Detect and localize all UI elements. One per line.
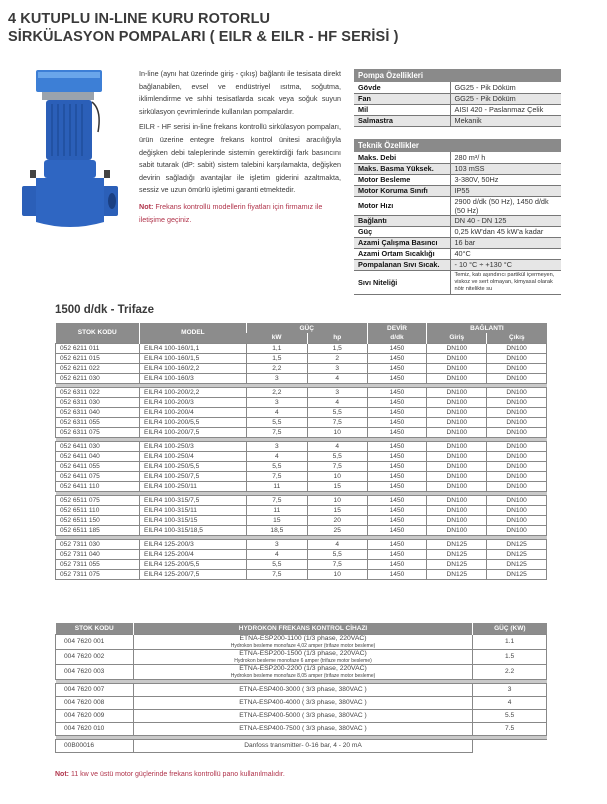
spec-value: IP55 [450,185,561,196]
cell-inlet: DN100 [427,353,487,363]
header-power: GÜÇ [246,323,367,333]
spec-key: Motor Hızı [354,196,450,215]
table-row [56,417,547,427]
cell-model: EILR4 100-250/11 [139,481,246,491]
cell-outlet: DN100 [487,397,547,407]
cell-rpm: 1450 [367,343,427,353]
cell-stock-code: 052 6311 040 [56,407,140,417]
freq-cell-code: 004 7620 003 [56,664,134,679]
technical-feature-row [354,163,561,174]
spec-key: Azami Ortam Sıcaklığı [354,248,450,259]
pump-feature-row [354,115,561,126]
cell-inlet: DN100 [427,397,487,407]
cell-rpm: 1450 [367,407,427,417]
cell-kw: 3 [246,539,307,549]
cell-kw: 7,5 [246,427,307,437]
cell-outlet: DN100 [487,481,547,491]
description-paragraph-2: EILR - HF serisi in-line frekans kontrollü sirkülasyon pompaları, ürün üzerine entegre frekans kontrol ünitesi aracılığıyla değişken debi taleplerinde sistemin gerektirdiği fark basıncını sabit tutarak (dP: sabit) sistem talebini karşılamakta, değişken devirin sağladığı avantajlar ile işletim giderini azaltmakta, sessiz ve uzun ömürlü işletimi garanti etmektedir. [139,122,341,195]
freq-row [56,696,547,709]
cell-kw: 3 [246,373,307,383]
spec-value: GG25 - Pik Döküm [450,93,561,104]
header-model: MODEL [139,323,246,343]
freq-cell-power: 2.2 [473,664,547,679]
cell-kw: 4 [246,451,307,461]
cell-model: EILR4 100-315/15 [139,515,246,525]
cell-stock-code: 052 6511 110 [56,505,140,515]
cell-hp: 7,5 [307,461,367,471]
cell-outlet: DN100 [487,451,547,461]
cell-rpm: 1450 [367,373,427,383]
technical-features-table [354,139,561,295]
freq-cell-power: 1.1 [473,634,547,649]
device-name: ETNA-ESP200-2200 (1/3 phase, 220VAC) [239,664,367,672]
table-row [56,539,547,549]
table-row [56,461,547,471]
cell-outlet: DN125 [487,559,547,569]
cell-rpm: 1450 [367,387,427,397]
cell-stock-code: 052 6511 075 [56,495,140,505]
section-title: 1500 d/dk - Trifaze [55,304,155,316]
cell-inlet: DN125 [427,549,487,559]
freq-cell-device: ETNA-ESP400-7500 ( 3/3 phase, 380VAC ) [133,722,472,735]
pump-features-table [354,69,561,127]
spec-value: GG25 - Pik Döküm [450,82,561,93]
spec-value: - 10 °C ÷ +130 °C [450,259,561,270]
cell-inlet: DN100 [427,461,487,471]
freq-cell-device: Danfoss transmitter- 0-16 bar, 4 - 20 mA [133,739,472,752]
cell-hp: 15 [307,481,367,491]
cell-rpm: 1450 [367,363,427,373]
cell-kw: 5,5 [246,417,307,427]
cell-hp: 3 [307,363,367,373]
technical-feature-row [354,152,561,163]
technical-feature-row [354,196,561,215]
cell-outlet: DN100 [487,441,547,451]
cell-rpm: 1450 [367,525,427,535]
table-row [56,505,547,515]
device-note: Hydrokon besleme monofaze 6 amper (trifaze motor besleme) [234,657,372,664]
technical-feature-row [354,226,561,237]
cell-hp: 5,5 [307,451,367,461]
freq-header-device: HYDROKON FREKANS KONTROL CİHAZI [133,623,472,634]
cell-hp: 10 [307,471,367,481]
cell-hp: 15 [307,505,367,515]
freq-row [56,664,547,679]
footnote-label: Not: [55,771,69,778]
cell-stock-code: 052 6211 022 [56,363,140,373]
cell-inlet: DN100 [427,387,487,397]
cell-model: EILR4 100-315/7,5 [139,495,246,505]
cell-model: EILR4 125-200/3 [139,539,246,549]
table-row [56,407,547,417]
pump-motor [46,100,92,160]
cell-rpm: 1450 [367,549,427,559]
cell-hp: 10 [307,569,367,579]
cell-model: EILR4 100-250/3 [139,441,246,451]
cell-stock-code: 052 6511 150 [56,515,140,525]
freq-cell-code: 004 7620 009 [56,709,134,722]
table-row [56,525,547,535]
cell-outlet: DN100 [487,461,547,471]
technical-feature-row [354,215,561,226]
table-row [56,481,547,491]
cell-stock-code: 052 6311 075 [56,427,140,437]
cell-model: EILR4 100-315/11 [139,505,246,515]
freq-cell-code: 00B00016 [56,739,134,752]
cell-hp: 5,5 [307,407,367,417]
description-paragraph-1: In-line (aynı hat üzerinde giriş - çıkış) bağlantı ile tesisata direkt bağlanabilen, evsel ve endüstriyel ısıtma, soğutma, iklimlendirme ve sıhhi tesisatlarda sıcak veya soğuk suyun sirkülasyon çevrimlerinde kullanılan pompalardır. [139,69,341,116]
freq-header-power: GÜÇ (KW) [473,623,547,634]
technical-features-header: Teknik Özellikler [354,139,561,152]
cell-model: EILR4 100-200/3 [139,397,246,407]
cell-rpm: 1450 [367,481,427,491]
cell-rpm: 1450 [367,461,427,471]
spec-key: Sıvı Niteliği [354,270,450,294]
cell-model: EILR4 100-160/1,1 [139,343,246,353]
cell-hp: 5,5 [307,549,367,559]
title-line-2: SİRKÜLASYON POMPALARI ( EILR & EILR - HF SERİSİ ) [8,29,399,45]
freq-cell-code: 004 7620 008 [56,696,134,709]
table-row [56,387,547,397]
cell-rpm: 1450 [367,471,427,481]
freq-cell-device: ETNA-ESP400-5000 ( 3/3 phase, 380VAC ) [133,709,472,722]
cell-rpm: 1450 [367,505,427,515]
cell-stock-code: 052 6411 110 [56,481,140,491]
spec-key: Bağlantı [354,215,450,226]
freq-cell-device [133,634,472,649]
cell-inlet: DN100 [427,471,487,481]
cell-inlet: DN100 [427,427,487,437]
cell-hp: 4 [307,539,367,549]
cell-outlet: DN100 [487,407,547,417]
cell-stock-code: 052 6411 075 [56,471,140,481]
cell-inlet: DN100 [427,451,487,461]
pump-feature-row [354,93,561,104]
spec-key: Motor Koruma Sınıfı [354,185,450,196]
technical-feature-row [354,185,561,196]
cell-inlet: DN125 [427,569,487,579]
table-row [56,373,547,383]
cell-stock-code: 052 6311 055 [56,417,140,427]
header-outlet: Çıkış [487,333,547,343]
cell-rpm: 1450 [367,539,427,549]
cell-kw: 15 [246,515,307,525]
spec-key: Mil [354,104,450,115]
cell-outlet: DN100 [487,505,547,515]
spec-key: Gövde [354,82,450,93]
title-line-1: 4 KUTUPLU IN-LINE KURU ROTORLU [8,11,271,27]
pump-volute [36,178,104,227]
cell-hp: 10 [307,495,367,505]
cell-kw: 18,5 [246,525,307,535]
cell-model: EILR4 100-160/1,5 [139,353,246,363]
cell-kw: 7,5 [246,569,307,579]
spec-value: 40°C [450,248,561,259]
cell-inlet: DN100 [427,525,487,535]
cell-stock-code: 052 7311 055 [56,559,140,569]
cell-hp: 7,5 [307,417,367,427]
spec-key: Fan [354,93,450,104]
cell-model: EILR4 100-250/5,5 [139,461,246,471]
cell-kw: 5,5 [246,559,307,569]
spec-key: Pompalanan Sıvı Sıcak. [354,259,450,270]
cell-outlet: DN125 [487,539,547,549]
cell-inlet: DN125 [427,539,487,549]
technical-feature-row [354,248,561,259]
cell-kw: 7,5 [246,471,307,481]
cell-stock-code: 052 7311 030 [56,539,140,549]
cell-model: EILR4 100-200/4 [139,407,246,417]
cell-rpm: 1450 [367,441,427,451]
freq-cell-device [133,664,472,679]
note-text: Frekans kontrollü modellerin fiyatları için firmamız ile iletişime geçiniz. [139,201,323,224]
cell-hp: 20 [307,515,367,525]
freq-header-stock-code: STOK KODU [56,623,134,634]
freq-row [56,649,547,664]
cell-model: EILR4 100-315/18,5 [139,525,246,535]
cell-inlet: DN100 [427,417,487,427]
freq-row [56,709,547,722]
cell-stock-code: 052 6211 030 [56,373,140,383]
pump-product-image [8,62,132,242]
table-row [56,427,547,437]
cell-stock-code: 052 6211 015 [56,353,140,363]
pump-features-header: Pompa Özellikleri [354,69,561,82]
table-row [56,451,547,461]
cell-kw: 4 [246,407,307,417]
cell-kw: 1,5 [246,353,307,363]
spec-key: Azami Çalışma Basıncı [354,237,450,248]
cell-model: EILR4 125-200/4 [139,549,246,559]
freq-cell-power: 3 [473,683,547,696]
cell-inlet: DN100 [427,363,487,373]
cell-rpm: 1450 [367,417,427,427]
cell-stock-code: 052 6511 185 [56,525,140,535]
cell-hp: 4 [307,397,367,407]
cell-hp: 4 [307,441,367,451]
header-kw: kW [246,333,307,343]
cell-inlet: DN125 [427,559,487,569]
pump-feature-row [354,104,561,115]
table-row [56,441,547,451]
header-inlet: Giriş [427,333,487,343]
cell-rpm: 1450 [367,569,427,579]
freq-cell-code: 004 7620 002 [56,649,134,664]
cell-kw: 3 [246,441,307,451]
cell-outlet: DN100 [487,363,547,373]
freq-row [56,722,547,735]
cell-stock-code: 052 7311 075 [56,569,140,579]
freq-cell-device: ETNA-ESP400-3000 ( 3/3 phase, 380VAC ) [133,683,472,696]
table-row [56,363,547,373]
technical-feature-row [354,237,561,248]
cell-stock-code: 052 6211 011 [56,343,140,353]
spec-value: 3-380V, 50Hz [450,174,561,185]
table-row [56,343,547,353]
product-description [139,68,341,229]
device-note: Hydrokon besleme monofaze 4,02 amper (trifaze motor besleme) [230,642,376,649]
cell-outlet: DN100 [487,417,547,427]
cell-outlet: DN100 [487,373,547,383]
cell-model: EILR4 100-160/2,2 [139,363,246,373]
cell-inlet: DN100 [427,441,487,451]
cell-inlet: DN100 [427,495,487,505]
product-table [55,323,547,580]
cell-stock-code: 052 6411 040 [56,451,140,461]
pump-feature-row [354,82,561,93]
freq-cell-device: ETNA-ESP400-4000 ( 3/3 phase, 380VAC ) [133,696,472,709]
table-row [56,353,547,363]
header-hp: hp [307,333,367,343]
cell-kw: 2,2 [246,363,307,373]
cell-model: EILR4 100-160/3 [139,373,246,383]
cell-hp: 2 [307,353,367,363]
freq-cell-empty [473,739,547,752]
technical-feature-row [354,259,561,270]
header-connection: BAĞLANTI [427,323,547,333]
cell-kw: 1,1 [246,343,307,353]
cell-outlet: DN100 [487,495,547,505]
cell-rpm: 1450 [367,353,427,363]
spec-value: AISI 420 - Paslanmaz Çelik [450,104,561,115]
cell-outlet: DN100 [487,387,547,397]
cell-stock-code: 052 7311 040 [56,549,140,559]
header-rpm: d/dk [367,333,427,343]
cell-kw: 11 [246,481,307,491]
cell-rpm: 1450 [367,559,427,569]
cell-stock-code: 052 6311 030 [56,397,140,407]
cell-model: EILR4 100-200/2,2 [139,387,246,397]
table-row [56,397,547,407]
spec-key: Salmastra [354,115,450,126]
freq-cell-device [133,649,472,664]
table-row [56,549,547,559]
cell-kw: 5,5 [246,461,307,471]
freq-row [56,634,547,649]
cell-inlet: DN100 [427,515,487,525]
cell-outlet: DN100 [487,343,547,353]
freq-cell-code: 004 7620 007 [56,683,134,696]
cell-outlet: DN100 [487,525,547,535]
cell-outlet: DN100 [487,353,547,363]
freq-cell-power: 1.5 [473,649,547,664]
spec-value: 103 mSS [450,163,561,174]
cell-outlet: DN125 [487,569,547,579]
cell-kw: 7,5 [246,495,307,505]
cell-outlet: DN100 [487,427,547,437]
device-name: ETNA-ESP200-1500 (1/3 phase, 220VAC) [239,649,367,657]
cell-model: EILR4 125-200/5,5 [139,559,246,569]
cell-inlet: DN100 [427,373,487,383]
cell-model: EILR4 100-200/5,5 [139,417,246,427]
cell-inlet: DN100 [427,505,487,515]
cell-stock-code: 052 6311 022 [56,387,140,397]
device-note: Hydrokon besleme monofaze 8,05 amper (trifaze motor besleme) [230,672,376,679]
cell-outlet: DN100 [487,515,547,525]
page-title [8,10,399,46]
cell-outlet: DN100 [487,471,547,481]
cell-kw: 2,2 [246,387,307,397]
table-row [56,515,547,525]
freq-row [56,739,547,752]
cell-hp: 1,5 [307,343,367,353]
device-name: ETNA-ESP200-1100 (1/3 phase, 220VAC) [239,634,367,642]
technical-feature-row [354,270,561,294]
freq-row [56,683,547,696]
cell-model: EILR4 100-250/4 [139,451,246,461]
cell-rpm: 1450 [367,427,427,437]
spec-value: DN 40 - DN 125 [450,215,561,226]
spec-value: 280 m³/ h [450,152,561,163]
cell-rpm: 1450 [367,451,427,461]
spec-value: 0,25 kW'dan 45 kW'a kadar [450,226,561,237]
cell-hp: 3 [307,387,367,397]
cell-rpm: 1450 [367,515,427,525]
table-row [56,569,547,579]
cell-inlet: DN100 [427,481,487,491]
cell-model: EILR4 100-200/7,5 [139,427,246,437]
cell-hp: 7,5 [307,559,367,569]
frequency-control-table [55,623,547,753]
cell-stock-code: 052 6411 055 [56,461,140,471]
cell-model: EILR4 100-250/7,5 [139,471,246,481]
cell-inlet: DN100 [427,407,487,417]
cell-kw: 4 [246,549,307,559]
spec-key: Motor Besleme [354,174,450,185]
description-note [139,201,341,226]
note-label: Not: [139,201,154,211]
header-stock-code: STOK KODU [56,323,140,343]
table-row [56,471,547,481]
cell-hp: 10 [307,427,367,437]
freq-cell-code: 004 7620 010 [56,722,134,735]
cell-inlet: DN100 [427,343,487,353]
spec-value: 2900 d/dk (50 Hz), 1450 d/dk (50 Hz) [450,196,561,215]
footnote [55,771,285,778]
spec-key: Güç [354,226,450,237]
header-speed: DEVİR [367,323,427,333]
table-row [56,559,547,569]
freq-cell-power: 5.5 [473,709,547,722]
spec-key: Maks. Basma Yüksek. [354,163,450,174]
table-row [56,495,547,505]
freq-cell-power: 4 [473,696,547,709]
spec-value: Temiz, katı aşındırıcı partikül içermeyen, viskoz ve sert olmayan, kimyasal olarak nötr nitelikte su [450,270,561,294]
technical-feature-row [354,174,561,185]
cell-hp: 4 [307,373,367,383]
footnote-text: 11 kw ve üstü motor güçlerinde frekans kontrollü pano kullanılmalıdır. [69,771,285,778]
spec-key: Maks. Debi [354,152,450,163]
cell-kw: 3 [246,397,307,407]
freq-cell-power: 7.5 [473,722,547,735]
cell-rpm: 1450 [367,397,427,407]
cell-hp: 25 [307,525,367,535]
freq-cell-code: 004 7620 001 [56,634,134,649]
cell-outlet: DN125 [487,549,547,559]
cell-rpm: 1450 [367,495,427,505]
cell-stock-code: 052 6411 030 [56,441,140,451]
cell-kw: 11 [246,505,307,515]
spec-value: 16 bar [450,237,561,248]
spec-value: Mekanik [450,115,561,126]
cell-model: EILR4 125-200/7,5 [139,569,246,579]
